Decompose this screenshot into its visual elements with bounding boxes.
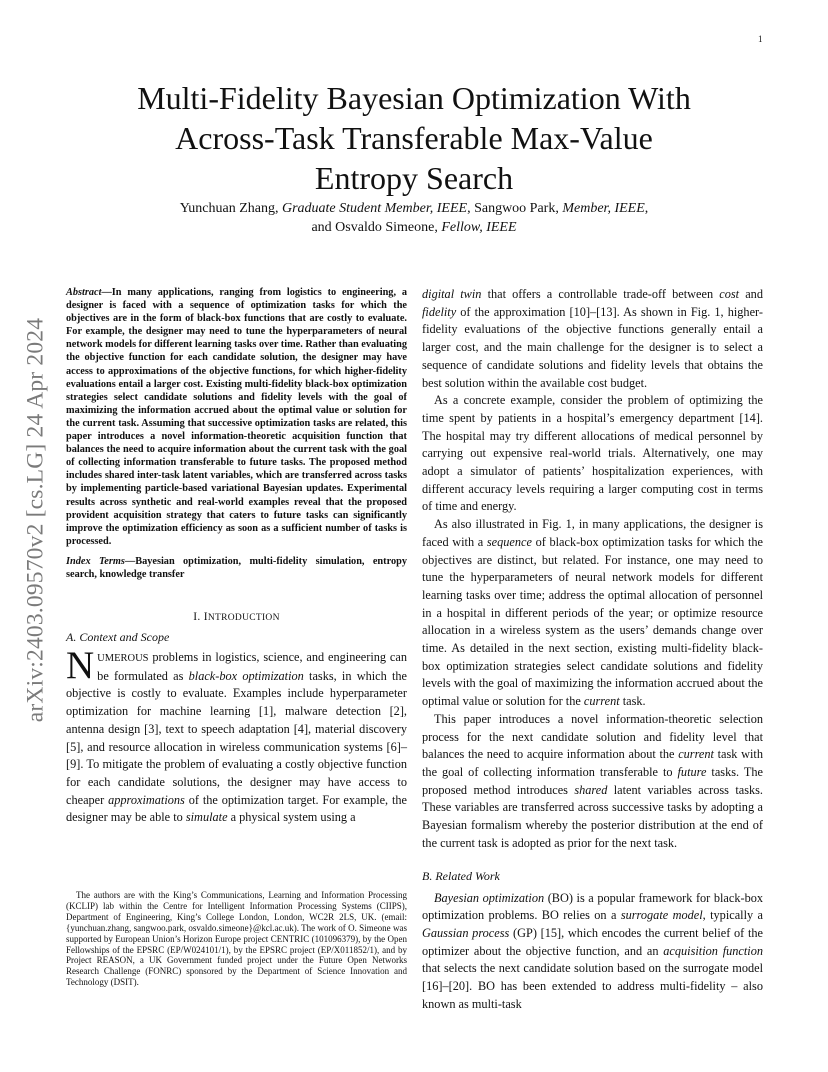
subsection-heading-related-work: B. Related Work bbox=[422, 868, 500, 883]
author-line-1: Yunchuan Zhang, Graduate Student Member, IEEE, Sangwoo Park, Member, IEEE, bbox=[179, 201, 649, 216]
abstract bbox=[66, 286, 407, 548]
paragraph: As also illustrated in Fig. 1, in many applications, the designer is faced with a sequence of black-box optimization tasks for which the objectives are distinct, but related. For instance, one may need to tune the hyperparameters of neural network models for different learning tasks over time; address the optimal allocation of personnel in a hospital in different periods of the year; or optimize resource allocation in a wireless system as the users’ demands change over time. As detailed in the next section, existing multi-fidelity black-box optimization strategies select candidate solutions and fidelity levels with the goal of maximizing the information accrued about the optimal value or solution for the current task. bbox=[422, 517, 763, 709]
right-body bbox=[422, 286, 763, 853]
right-column bbox=[422, 286, 763, 1013]
paragraph: As a concrete example, consider the problem of optimizing the time spent by patients in a hospital’s emergency department [14]. The hospital may try different allocations of medical personnel by carrying out expensive real-world trials. Alternatively, one may adopt a simulator of patients’ hospitalization experiences, with different accuracy levels requiring a larger computing cost in terms of time and energy. bbox=[422, 393, 763, 514]
title-line: Multi-Fidelity Bayesian Optimization With bbox=[137, 80, 691, 116]
author-list bbox=[90, 199, 738, 237]
abstract-heading: Abstract bbox=[66, 287, 102, 298]
title-line: Across-Task Transferable Max-Value bbox=[175, 120, 653, 156]
index-terms-text: —Bayesian optimization, multi-fidelity simulation, entropy search, knowledge transfer bbox=[66, 555, 407, 580]
arxiv-stamp: arXiv:2403.09570v2 [cs.LG] 24 Apr 2024 bbox=[22, 317, 49, 723]
paragraph: This paper introduces a novel information-theoretic selection process for the next candidate solution and fidelity level that balances the need to acquire information about the current task with the goal of collecting information transferable to future tasks. The proposed method introduces shared latent variables across tasks. These variables are transferred across successive tasks by adopting a Bayesian formalism whereby the posterior distribution at the end of the current task is adopted as prior for the next task. bbox=[422, 711, 763, 850]
index-terms-heading: Index Terms bbox=[66, 555, 125, 567]
affiliation-footnote: The authors are with the King’s Communications, Learning and Information Processing (KCLIP) lab within the Centre for Intelligent Information Processing Systems (CIIPS), Department of Engineering, King’s College London, London, WC2R 2LS, UK. (email:{yunchuan.zhang, sangwoo.park, osvaldo.simeone}@kcl.ac.uk). The work of O. Simeone was supported by European Union’s Horizon Europe project CENTRIC (101096379), by the Open Fellowships of the EPSRC (EP/W024101/1), by the EPSRC project (EP/X011852/1), and by Project REASON, a UK Government funded project under the Future Open Networks Research Challenge (FONRC) sponsored by the Department of Science Innovation and Technology (DSIT). bbox=[66, 890, 407, 988]
intro-paragraph: NUMEROUS problems in logistics, science, and engineering can be formulated as black-box optimization tasks, in which the objective is costly to evaluate. Examples include hyperparameter optimization for machine learning [1], malware detection [2], antenna design [3], text to speech adaptation [4], material discovery [5], and resource allocation in wireless communication systems [6]–[9]. To mitigate the problem of evaluating a costly objective function for each candidate solutions, the designer may have access to cheaper approximations of the optimization target. For example, the designer may be able to simulate a physical system using a bbox=[66, 644, 407, 825]
paragraph: Bayesian optimization (BO) is a popular framework for black-box optimization problems. BO relies on a surrogate model, typically a Gaussian process (GP) [15], which encodes the current belief of the optimizer about the objective function, and an acquisition function that selects the next candidate solution based on the surrogate model [16]–[20]. BO has been extended to address multi-fidelity – also known as multi-task bbox=[422, 890, 764, 1011]
paragraph: digital twin that offers a controllable trade-off between cost and fidelity of the approximation [10]–[13]. As shown in Fig. 1, higher-fidelity evaluations of the objective functions generally entail a larger cost, and the main challenge for the designer is to select a sequence of candidate solutions and fidelity levels that obtains the best solution within the available cost budget. bbox=[422, 287, 763, 390]
author-line-2: and Osvaldo Simeone, Fellow, IEEE bbox=[311, 220, 517, 235]
abstract-text: —In many applications, ranging from logistics to engineering, a designer is faced with a sequence of optimization tasks for which the objectives are in the form of black-box functions that are costly to evaluate. For example, the designer may need to tune the hyperparameters of neural network models for different learning tasks over time. Rather than evaluating the objective function for each candidate solution, the designer may have access to approximations of the objective functions, for which higher-fidelity evaluations entail a larger cost. Existing multi-fidelity black-box optimization strategies select candidate solutions and fidelity levels with the goal of maximizing the information accrued about the optimal value or solution for the current task. Assuming that successive optimization tasks are related, this paper introduces a novel information-theoretic acquisition function that balances the need to acquire information about the current task with the goal of collecting information transferable to future tasks. The proposed method includes shared inter-task latent variables, which are transferred across tasks by implementing particle-based variational Bayesian updates. Experimental results across synthetic and real-world examples reveal that the proposed provident acquisition strategy that caters to future tasks can significantly improve the optimization efficiency as soon as a sufficient number of tasks is processed. bbox=[66, 287, 408, 547]
paper-title bbox=[90, 78, 738, 198]
related-work-body bbox=[422, 890, 763, 1014]
drop-cap: N bbox=[66, 644, 95, 688]
index-terms bbox=[66, 555, 407, 581]
subsection-heading-context: A. Context and Scope bbox=[66, 630, 170, 645]
left-column bbox=[66, 286, 407, 827]
section-heading-introduction: I. INTRODUCTION bbox=[193, 611, 280, 624]
page-number: 1 bbox=[758, 34, 763, 44]
title-line: Entropy Search bbox=[314, 160, 514, 196]
